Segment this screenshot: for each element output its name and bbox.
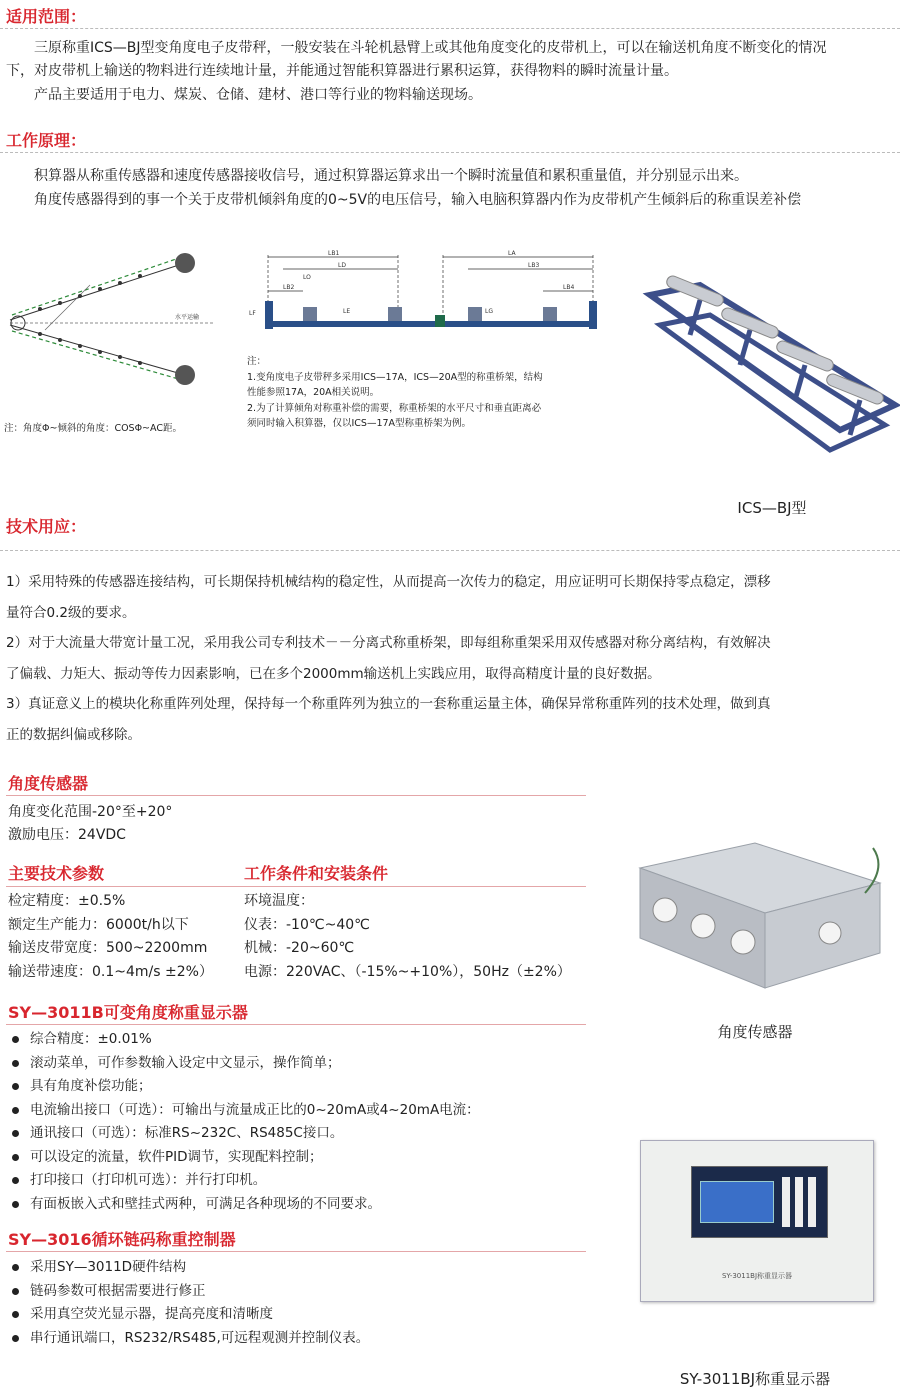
conditions-line: 电源：220VAC、（-15%~+10%），50Hz（±2%） [244,963,571,980]
list-item: 具有角度补偿功能； [6,1075,480,1099]
svg-text:LB1: LB1 [328,250,340,257]
divider [0,550,900,551]
tech-line: 了偏载、力矩大、振动等传力因素影响，已在多个2000mm输送机上实践应用，取得高精度计量的良好数据。 [6,665,661,682]
keypad [782,1177,820,1227]
section-rule [6,795,586,796]
note-line: 1.变角度电子皮带秤多采用ICS—17A，ICS—20A型的称重桥架，结构 [247,371,543,383]
note-line: 2.为了计算倾角对称重补偿的需要，称重桥架的水平尺寸和垂直距离必 [247,402,542,414]
list-item: 采用真空荧光显示器，提高亮度和清晰度 [6,1303,369,1327]
svg-text:LB3: LB3 [528,262,540,269]
mid-diagram-notes [247,354,543,432]
principle-line-2: 角度传感器得到的事一个关于皮带机倾斜角度的0~5V的电压信号，输入电脑积算器内作为皮带机产生倾斜后的称重误差补偿 [34,192,802,208]
display-panel [691,1166,828,1238]
list-item: 有面板嵌入式和壁挂式两种，可满足各种现场的不同要求。 [6,1193,480,1217]
tech-line: 3）真证意义上的模块化称重阵列处理，保持每一个称重阵列为独立的一套称重运量主体，确保异常称重阵列的技术处理，做到真 [6,696,771,712]
params-list [8,890,213,984]
list-item: 链码参数可根据需要进行修正 [6,1280,369,1304]
horizontal-label: 水平运输 [175,314,200,321]
sy3011-feature-list [6,1028,480,1216]
angle-sensor-line-2: 激励电压：24VDC [8,827,126,843]
list-item: 可以设定的流量，软件PID调节，实现配料控制； [6,1146,480,1170]
divider [0,152,900,153]
svg-text:LF: LF [249,310,256,317]
dimension-diagram [243,245,608,345]
svg-text:LB2: LB2 [283,284,295,291]
params-line: 输送皮带宽度：500~2200mm [8,940,208,956]
tech-content [6,567,771,750]
list-item: 滚动菜单，可作参数输入设定中文显示，操作简单； [6,1052,480,1076]
svg-text:LB4: LB4 [563,284,575,291]
params-line: 输送带速度：0.1~4m/s ±2%） [8,963,213,980]
angle-diagram [0,245,220,395]
angle-sensor-photo [625,838,895,998]
list-item: 综合精度：±0.01% [6,1028,480,1052]
section-rule [6,1024,586,1025]
angle-sensor-caption: 角度传感器 [717,1023,793,1041]
scope-line-1: 三原称重ICS—BJ型变角度电子皮带秤，一般安装在斗轮机悬臂上或其他角度变化的皮带机上，可以在输送机角度不断变化的情况 [34,40,827,56]
svg-text:LG: LG [485,308,493,315]
list-item: 通讯接口（可选）：标准RS~232C、RS485C接口。 [6,1122,480,1146]
scope-line-3: 产品主要适用于电力、煤炭、仓储、建材、港口等行业的物料输送现场。 [34,87,482,103]
list-item: 打印接口（打印机可选）：并行打印机。 [6,1169,480,1193]
tech-line: 1）采用特殊的传感器连接结构，可长期保持机械结构的稳定性，从而提高一次传力的稳定，用应证明可长期保持零点稳定，漂移 [6,574,771,590]
params-line: 检定精度：±0.5% [8,893,126,909]
sy3016-feature-list [6,1256,369,1350]
list-item: 采用SY—3011D硬件结构 [6,1256,369,1280]
note-line: 注： [247,356,267,367]
scale-frame-caption: ICS—BJ型 [737,499,807,517]
sy3011-title: SY—3011B可变角度称重显示器 [8,1003,248,1022]
panel-label: SY-3011BJ称重显示器 [721,1272,793,1280]
principle-line-1: 积算器从称重传感器和速度传感器接收信号，通过积算器运算求出一个瞬时流量值和累积重量值，并分别显示出来。 [34,168,748,184]
svg-text:LA: LA [508,250,516,257]
note-line: 性能参照17A，20A相关说明。 [247,387,380,398]
scale-frame-photo [640,255,900,455]
conditions-line: 机械：-20~60℃ [244,940,355,956]
params-title: 主要技术参数 [8,864,105,883]
conditions-list [244,890,571,984]
left-diagram-note: 注：角度Φ~倾斜的角度：COSΦ~AC距。 [4,423,182,434]
scope-title: 适用范围： [6,7,87,26]
section-rule [6,886,586,887]
svg-text:LD: LD [338,262,346,269]
svg-text:LE: LE [343,308,351,315]
tech-line: 量符合0.2级的要求。 [6,604,136,621]
sy3016-title: SY—3016循环链码称重控制器 [8,1230,236,1249]
tech-title: 技术用应： [6,517,87,536]
principle-title: 工作原理： [6,131,87,150]
lcd-screen [700,1181,774,1223]
scope-line-2: 下，对皮带机上输送的物料进行连续地计量，并能通过智能积算器进行累积运算，获得物料的瞬时流量计量。 [6,63,678,79]
list-item: 串行通讯端口，RS232/RS485,可远程观测并控制仪表。 [6,1327,369,1351]
tech-line: 正的数据纠偏或移除。 [6,726,141,743]
conditions-title: 工作条件和安装条件 [244,864,389,883]
display-caption: SY-3011BJ称重显示器 [679,1370,831,1388]
tech-line: 2）对于大流量大带宽计量工况，采用我公司专利技术－－分离式称重桥架，即每组称重架采用双传感器对称分离结构，有效解决 [6,635,771,651]
list-item: 电流输出接口（可选）：可输出与流量成正比的0~20mA或4~20mA电流： [6,1099,480,1123]
params-line: 额定生产能力：6000t/h以下 [8,916,189,933]
note-line: 须同时输入积算器，仅以ICS—17A型称重桥架为例。 [247,418,472,429]
divider [0,28,900,29]
angle-sensor-title: 角度传感器 [8,774,89,793]
conditions-line: 仪表：-10℃~40℃ [244,916,370,933]
angle-sensor-line-1: 角度变化范围-20°至+20° [8,804,173,820]
conditions-line: 环境温度： [244,893,314,909]
section-rule [6,1251,586,1252]
display-photo [640,1140,874,1302]
svg-text:LO: LO [303,274,311,281]
